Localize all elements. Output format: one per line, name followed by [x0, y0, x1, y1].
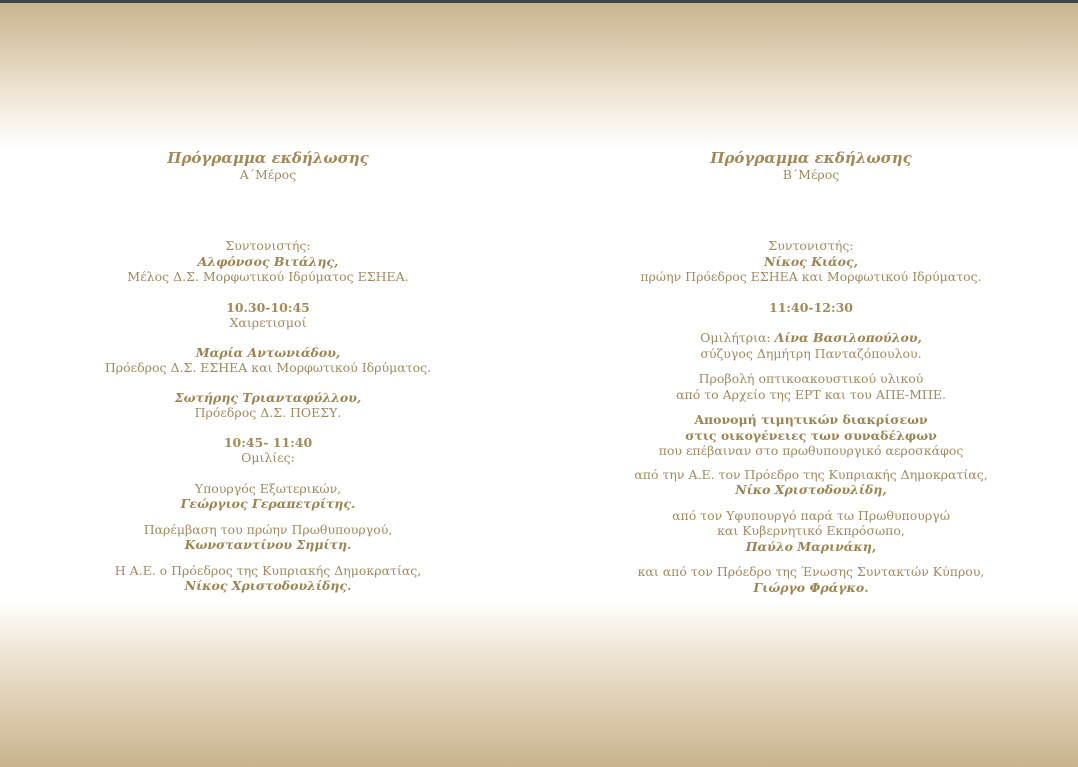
speaker-role: Η Α.Ε. ο Πρόεδρος της Κυπριακής Δημοκρατίας, [114, 562, 422, 578]
screening-line: από το Αρχείο της ΕΡΤ και του ΑΠΕ-ΜΠΕ. [676, 386, 946, 402]
moderator-role: Μέλος Δ.Σ. Μορφωτικού Ιδρύματος ΕΣΗΕΑ. [127, 269, 409, 284]
time-slot: 10:45- 11:40 [223, 434, 313, 450]
speaker-role: Υπουργός Εξωτερικών, [194, 480, 342, 496]
presenter-name: Παύλο Μαρινάκη, [745, 538, 877, 554]
top-border [0, 0, 1078, 3]
moderator-name: Νίκος Κιάος, [764, 253, 858, 269]
award-heading: στις οικογένειες των συναδέλφων [685, 427, 937, 443]
speaker-name: Νίκος Χριστοδουλίδης. [184, 578, 352, 593]
presenter-name: Γιώργο Φράγκο. [753, 579, 869, 595]
moderator-role: πρώην Πρόεδρος ΕΣΗΕΑ και Μορφωτικού Ιδρύματος. [640, 269, 982, 284]
time-slot: 10.30-10:45 [226, 299, 310, 315]
section-label: Χαιρετισμοί [229, 315, 307, 330]
part-subtitle: Β΄Μέρος [782, 167, 840, 182]
speaker-name: Σωτήρης Τριανταφύλλου, [174, 389, 362, 405]
presenter-role: και από τον Πρόεδρο της Ένωσης Συντακτών Κύπρου, [637, 564, 985, 579]
presenter-role: από την Α.Ε. τον Πρόεδρο της Κυπριακής Δημοκρατίας, [634, 466, 988, 482]
speaker-role: Παρέμβαση του πρώην Πρωθυπουργού, [143, 521, 393, 537]
award-description: που επέβαιναν στο πρωθυπουργικό αεροσκάφος [658, 443, 964, 458]
presenter-name: Νίκο Χριστοδουλίδη, [735, 482, 887, 497]
speaker-name: Γεώργιος Γεραπετρίτης. [180, 496, 356, 511]
page-title: Πρόγραμμα εκδήλωσης [710, 149, 912, 167]
time-slot: 11:40-12:30 [769, 299, 853, 315]
page-title: Πρόγραμμα εκδήλωσης [167, 149, 369, 167]
speaker-line [631, 330, 991, 346]
speaker-role: Πρόεδρος Δ.Σ. ΕΣΗΕΑ και Μορφωτικού Ιδρύματος. [104, 360, 432, 375]
speaker-label: Ομιλήτρια: [700, 330, 771, 345]
screening-line: Προβολή οπτικοακουστικού υλικού [698, 371, 924, 386]
speaker-name: Λίνα Βασιλοπούλου, [774, 330, 922, 345]
moderator-label: Συντονιστής: [768, 238, 854, 253]
program-part-a [88, 150, 448, 594]
speaker-role: σύζυγος Δημήτρη Πανταζόπουλου. [700, 345, 922, 361]
speaker-name: Κωνσταντίνου Σημίτη. [184, 537, 352, 552]
section-label: Ομιλίες: [241, 450, 295, 465]
presenter-role: από τον Υφυπουργό παρά τω Πρωθυπουργώ [672, 507, 950, 523]
award-heading: Απονομή τιμητικών διακρίσεων [694, 412, 928, 427]
program-part-b [631, 150, 991, 595]
speaker-name: Μαρία Αντωνιάδου, [195, 344, 341, 360]
part-subtitle: Α΄Μέρος [239, 167, 297, 182]
moderator-name: Αλφόνσος Βιτάλης, [197, 253, 339, 269]
moderator-label: Συντονιστής: [225, 238, 311, 253]
speaker-role: Πρόεδρος Δ.Σ. ΠΟΕΣΥ. [194, 405, 342, 420]
presenter-role: και Κυβερνητικό Εκπρόσωπο, [717, 523, 905, 538]
